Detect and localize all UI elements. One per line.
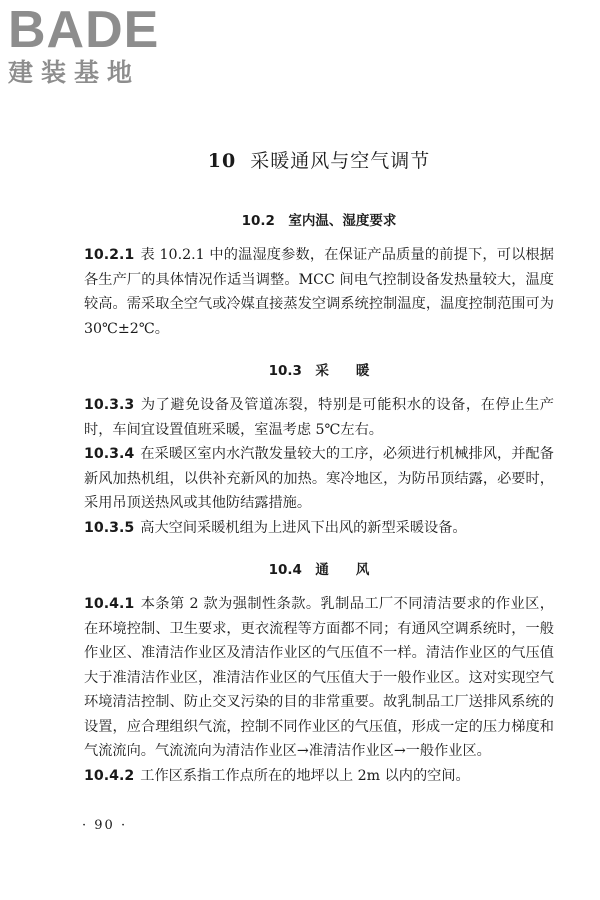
logo-subtitle: 建装基地 (8, 58, 141, 87)
chapter-number: 10 (207, 150, 237, 172)
clause-number: 10.3.4 (84, 446, 135, 462)
section-heading: 10.3 采 暖 (268, 363, 370, 379)
clause-number: 10.2.1 (84, 247, 135, 263)
clause-number: 10.3.3 (84, 397, 135, 413)
section-heading: 10.4 通 风 (268, 562, 370, 578)
clause-paragraph (84, 243, 554, 341)
chapter-title (84, 146, 554, 173)
clause-paragraph (84, 516, 554, 541)
clause-text: 工作区系指工作点所在的地坪以上 2m 以内的空间。 (140, 767, 470, 784)
clause-text: 为了避免设备及管道冻裂，特别是可能积水的设备，在停止生产时，车间宜设置值班采暖，室温考虑 5℃左右。 (84, 397, 554, 438)
clause-number: 10.4.2 (84, 767, 135, 784)
page-number: · 90 · (82, 818, 128, 833)
clause-text: 在采暖区室内水汽散发量较大的工序，必须进行机械排风，并配备新风加热机组，以供补充新风的加热。寒冷地区，为防吊顶结露，必要时，采用吊顶送热风或其他防结露措施。 (84, 446, 554, 511)
logo-wordmark: BADE (8, 1, 160, 59)
clause-number: 10.4.1 (84, 596, 135, 612)
document-page (84, 146, 554, 788)
section-heading: 10.2 室内温、湿度要求 (241, 213, 397, 229)
clause-number: 10.3.5 (84, 519, 135, 536)
clause-paragraph (84, 592, 554, 764)
clause-text: 表 10.2.1 中的温湿度参数，在保证产品质量的前提下，可以根据各生产厂的具体情况作适当调整。MCC 间电气控制设备发热量较大，温度较高。需采取全空气或冷媒直接蒸发空调系统控制温度，温度控制范围可为 30℃±2℃。 (84, 247, 554, 337)
bade-logo (8, 1, 178, 88)
chapter-name: 采暖通风与空气调节 (250, 150, 431, 172)
clause-text: 本条第 2 款为强制性条款。乳制品工厂不同清洁要求的作业区，在环境控制、卫生要求，更衣流程等方面都不同；有通风空调系统时，一般作业区、准清洁作业区及清洁作业区的气压值不一样。清洁作业区的气压值大于准清洁作业区，准清洁作业区的气压值大于一般作业区。这对实现空气环境清洁控制、防止交叉污染的目的非常重要。故乳制品工厂送排风系统的设置，应合理组织气流，控制不同作业区的气压值，形成一定的压力梯度和气流流向。气流流向为清洁作业区→准清洁作业区→一般作业区。 (84, 596, 554, 759)
clause-paragraph (84, 393, 554, 442)
clause-paragraph (84, 442, 554, 516)
clause-text: 高大空间采暖机组为上进风下出风的新型采暖设备。 (140, 519, 467, 536)
clause-paragraph (84, 764, 554, 789)
